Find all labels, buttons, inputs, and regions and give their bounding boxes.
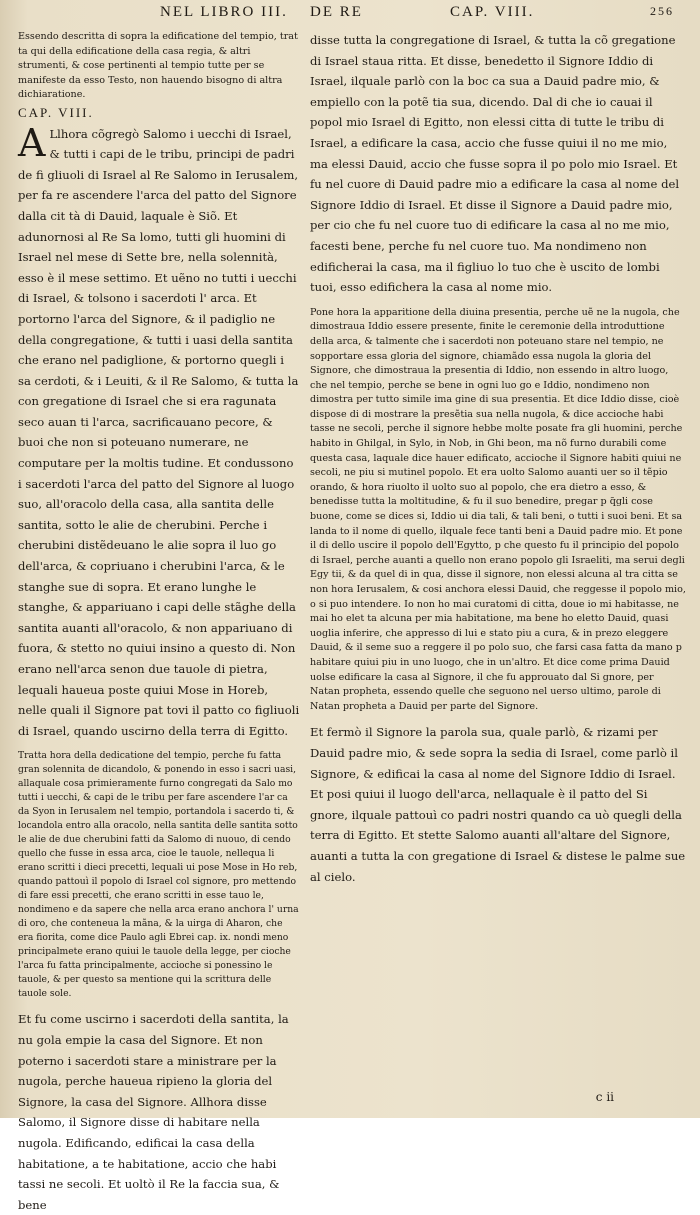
header-chapter: CAP. VIII. [450,4,535,20]
chapter-summary: Essendo descritta di sopra la edificatione del tempio, trat ta qui della edificatione della casa regia, & altri strumenti, & cose pertinenti al tempio tutte per se manifeste da esso Testo, non hauendo bisogno di altra dichiaratione. [18,31,298,101]
scripture-text: Llhora cõgregò Salomo i uecchi di Israel, & tutti i capi de le tribu, principi de padri de fi gliuoli di Israel al Re Salomo in Ierusalem, per fa re ascendere l'arca del patto del Signore dalla cit tà di Dauid, laquale è Siõ. Et adunornosi al Re Sa lomo, tutti gli huomini di Israel nel mese di Sette bre, nella solennità, esso è il mese settimo. Et uẽno no tutti i uecchi di Israel, & tolsono i sacerdoti l' arca. Et portorno l'arca del Signore, & il padiglio ne della congregatione, & tutti i uasi della santita che erano nel padiglione, & portorno quegli i sa cerdoti, & i Leuiti, & il Re Salomo, & tutta la con gregatione di Israel che si era ragunata seco auan ti l'arca, sacrificauano pecore, & buoi che non si poteuano numerare, ne computare per la moltis tudine. Et condussono i sacerdoti l'arca del patto del Signore al luogo suo, all'oracolo della casa, alla santita delle santita, sotto le alie de cherubini. Perche i cherubini distẽdeuano le alie sopra il luo go dell'arca, & copriuano i cherubini l'arca, & le stanghe sue di sopra. Et erano lunghe le stanghe, & appariuano i capi delle stãghe della santita auanti all'oracolo, & non appariuano di fuora, & stetto no quiui insino a questo di. Non erano nell'arca senon due tauole di pietra, lequali haueua poste quiui Mose in Horeb, nelle quali il Signore pat tovi il patto co figliuoli di Israel, quando uscirno della terra di Egitto. [18,126,300,738]
signature-mark: c ii [595,1090,614,1104]
commentary-paragraph-2: Pone hora la apparitione della diuina presentia, perche uẽ ne la nugola, che dimostraua Iddio essere presente, finite le ceremonie della introduttione della arca, & talmente che i sacerdoti non poteuano stare nel tempio, ne sopportare essa gloria del signore, chiamãdo essa nugola la gloria del Signore, che dimostraua la presentia di Iddio, non essendo in altro luogo, che nel tempio, perche se bene in ogni luo go e Iddio, nondimeno non dimostra per tutto simile ima gine di sua presentia. Et dice Iddio disse, cioè dispose di di mostrare la presẽtia sua nella nugola, & dice accioche habi tasse ne secoli, perche il signore hebbe molte posate fra gli huomini, perche habito in Ghilgal, in Sylo, in Nob, in Ghi beon, ma nõ furno durabili come questa casa, laquale dice hauer edificato, accioche il Signore habiti quiui ne secoli, ne piu si mutinel popolo. Et era uolto Salomo auanti uer so il tẽpio orando, & hora riuolto il uolto suo al popolo, che era dietro a esso, & benedisse tutta la moltitudine, & fu il suo benedire, pregar p q̃gli cose buone, come se dices si, Iddio ui dia tali, & tali beni, o tutti i suoi beni. Et sa landa to il nome di quello, ilquale fece tanti beni a Dauid padre mio. Et pone il di dello uscire il popolo dell'Egytto, p che questo fu il principio del popolo di Israel, perche auanti a quello non erano popolo gli Israeliti, ma serui degli Egy tii, & da quel di in qua, disse il signore, non elessi alcuna al tra citta se non hora Ierusalem, & cosi anchora elessi Dauid, che reggesse il popolo mio, o si puo intendere. Io non ho mai curatomi di citta, doue io mi habitasse, ne mai ho elet ta alcuna per mia habitatione, ma bene ho eletto Dauid, quasi uoglia inferire, che appresso di lui e stato piu a cura, & in prezo eleggere Dauid, & il seme suo a reggere il po polo suo, che farsi casa fatta da mano p habitare quiui piu in uno luogo, che in un'altro. Et dice come prima Dauid uolse edificare la casa al Signore, il che fu approuato dal Si gnore, per Natan propheta, essendo quelle che seguono nel uerso ultimo, parole di Natan propheta a Dauid per parte del Signore. [310,306,686,712]
running-title-kings: DE RE [310,4,363,20]
right-column [310,30,686,887]
scripture-paragraph-3: disse tutta la congregatione di Israel, & tutta la cõ gregatione di Israel staua ritta. Et disse, benedetto il Signore Iddio di Israel, ilquale parlò con la boc ca sua a Dauid padre mio, & empiello con la potẽ tia sua, dicendo. Dal di che io cauai il popol mio Israel di Egitto, non elessi citta di tutte le tribu di Israel, a edificare la casa, accio che fusse quiui il no me mio, ma elessi Dauid, accio che fusse sopra il po polo mio Israel. Et fu nel cuore di Dauid padre mio a edificare la casa al nome del Signore Iddio di Israel. Et disse il Signore a Dauid padre mio, per cio che fu nel cuore tuo di edificare la casa al no me mio, facesti bene, perche fu nel cuore tuo. Ma nondimeno non edificherai la casa, ma il figliuo lo tuo che è uscito de lombi tuoi, esso edifichera la casa al nome mio. [310,33,680,295]
drop-capital: A [18,120,46,165]
commentary-paragraph: Tratta hora della dedicatione del tempio, perche fu fatta gran solennita de dicandolo, & ponendo in esso i sacri uasi, allaquale cosa primieramente furno congregati da Salo mo tutti i uecchi, & capi de le tribu per fare ascendere l'ar ca da Syon in Ierusalem nel tempio, portandola i sacerdo ti, & locandola entro alla oracolo, nella santita delle santita sotto le alie de due cherubini fatti da Salomo di nuouo, di cendo quello che fusse in essa arca, cioe le tauole, nellequa li erano scritti i dieci precetti, lequali ui pose Mose in Ho reb, quando pattouì il popolo di Israel col signore, pro mettendo di fare essi precetti, che erano scritti in esse tauo le, nondimeno e da sapere che nella arca erano anchora l' urna di oro, che conteneua la mãna, & la uirga di Aharon, che era fiorita, come dice Paulo agli Ebrei cap. ix. nondi meno principalmete erano quiui le tauole della legge, per cioche l'arca fu fatta principalmente, accioche si ponessino le tauole, & per questo sa mentione qui la scrittura delle tauole sole. [18,750,299,1000]
page-number: 256 [650,4,674,18]
running-header [160,4,690,26]
running-title-book: NEL LIBRO III. [160,4,288,20]
chapter-heading: CAP. VIII. [18,104,94,120]
left-column [18,30,300,1215]
scripture-paragraph-2: Et fu come uscirno i sacerdoti della santita, la nu gola empie la casa del Signore. Et non poterno i sacerdoti stare a ministrare per la nugola, perche haueua ripieno la gloria del Signore, la casa del Signore. Allhora disse Salomo, il Signore disse di habitare nella nugola. Edificando, edificai la casa della habitatione, a te habitatione, accio che habi tassi ne secoli. Et uoltò il Re la faccia sua, & bene [18,1012,289,1212]
scripture-paragraph-4: Et fermò il Signore la parola sua, quale parlò, & rizami per Dauid padre mio, & sede sopra la sedia di Israel, come parlò il Signore, & edificai la casa al nome del Signore Iddio di Israel. Et posi quiui il luogo dell'arca, nellaquale è il patto del Si gnore, ilquale pattouì co padri nostri quando ca uò quegli della terra di Egitto. Et stette Salomo auanti all'altare del Signore, auanti a tutta la con gregatione di Israel & distese le palme sue al cielo. [310,725,686,884]
scripture-paragraph [18,120,300,742]
